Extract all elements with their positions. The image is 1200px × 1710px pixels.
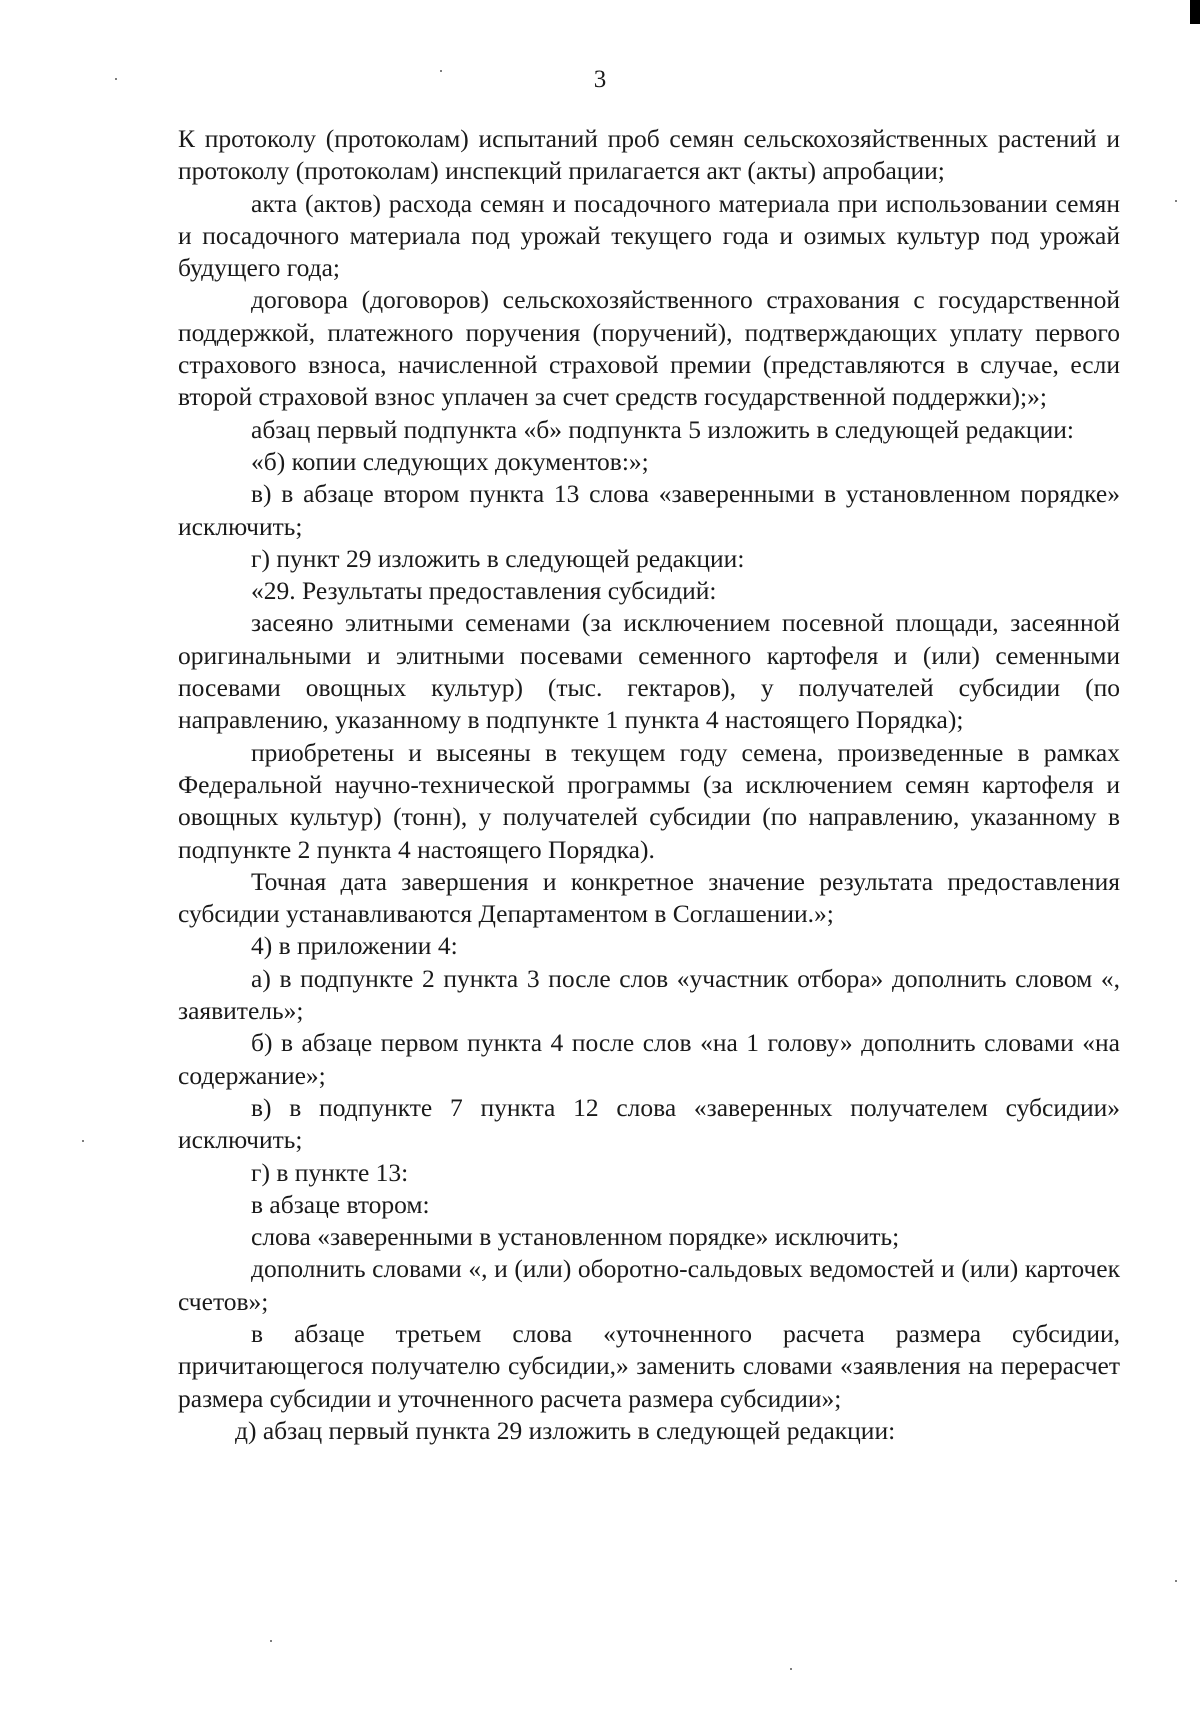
scan-speck: [440, 70, 442, 72]
paragraph-18: слова «заверенными в установленном порядке» исключить;: [251, 1222, 900, 1252]
paragraph-14: б) в абзаце первом пункта 4 после слов «на 1 голову» дополнить словами «на содержание»;: [178, 1028, 1120, 1090]
paragraph-13: а) в подпункте 2 пункта 3 после слов «участник отбора» дополнить словом «, заявитель»;: [178, 963, 1120, 1026]
scan-speck: [790, 1668, 792, 1670]
paragraph-9: засеяно элитными семенами (за исключением посевной площади, засеянной оригинальными и элитными посевами семенного картофеля и (или) семенными посевами овощных культур) (тыс. гектаров), у получателей субсидии (по направлению, указанному в подпункте 1 пункта 4 настоящего Порядка);: [178, 608, 1120, 735]
paragraph-4: абзац первый подпункта «б» подпункта 5 изложить в следующей редакции:: [251, 414, 1074, 444]
paragraph-15: в) в подпункте 7 пункта 12 слова «заверенных получателем субсидии» исключить;: [178, 1092, 1120, 1155]
document-body: [178, 123, 1120, 1447]
paragraph-1: К протоколу (протоколам) испытаний проб семян сельскохозяйственных растений и протоколу (протоколам) инспекций прилагается акт (акты) апробации;: [178, 124, 1120, 186]
paragraph-7: г) пункт 29 изложить в следующей редакции:: [251, 543, 745, 573]
paragraph-16: г) в пункте 13:: [251, 1157, 409, 1187]
paragraph-2: акта (актов) расхода семян и посадочного материала при использовании семян и посадочного материала под урожай текущего года и озимых культур под урожай будущего года;: [178, 188, 1120, 283]
paragraph-21: д) абзац первый пункта 29 изложить в следующей редакции:: [235, 1415, 896, 1445]
paragraph-6: в) в абзаце втором пункта 13 слова «заверенными в установленном порядке» исключить;: [178, 479, 1120, 541]
paragraph-3: договора (договоров) сельскохозяйственного страхования с государственной поддержкой, платежного поручения (поручений), подтверждающих уплату первого страхового взноса, начисленной страховой премии (представляются в случае, если второй страховой взнос уплачен за счет средств государственной поддержки);»;: [178, 285, 1120, 412]
paragraph-11: Точная дата завершения и конкретное значение результата предоставления субсидии устанавливаются Департаментом в Соглашении.»;: [178, 866, 1120, 929]
paragraph-5: «б) копии следующих документов:»;: [251, 446, 649, 476]
scan-speck: [115, 78, 117, 80]
page-number: 3: [593, 66, 607, 93]
scan-edge-mark: [1190, 0, 1200, 24]
scan-speck: [1175, 1580, 1177, 1582]
paragraph-12: 4) в приложении 4:: [251, 931, 458, 961]
paragraph-20: в абзаце третьем слова «уточненного расчета размера субсидии, причитающегося получателю субсидии,» заменить словами «заявления на перерасчет размера субсидии и уточненного расчета размера субсидии»;: [178, 1318, 1120, 1413]
paragraph-8: «29. Результаты предоставления субсидий:: [251, 576, 717, 606]
paragraph-17: в абзаце втором:: [251, 1189, 430, 1219]
scan-speck: [82, 1140, 84, 1142]
scan-speck: [1175, 200, 1177, 202]
scan-speck: [270, 1640, 272, 1642]
paragraph-19: дополнить словами «, и (или) оборотно-сальдовых ведомостей и (или) карточек счетов»;: [178, 1254, 1120, 1316]
paragraph-10: приобретены и высеяны в текущем году семена, произведенные в рамках Федеральной научно-технической программы (за исключением семян картофеля и овощных культур) (тонн), у получателей субсидии (по направлению, указанному в подпункте 2 пункта 4 настоящего Порядка).: [178, 737, 1120, 864]
